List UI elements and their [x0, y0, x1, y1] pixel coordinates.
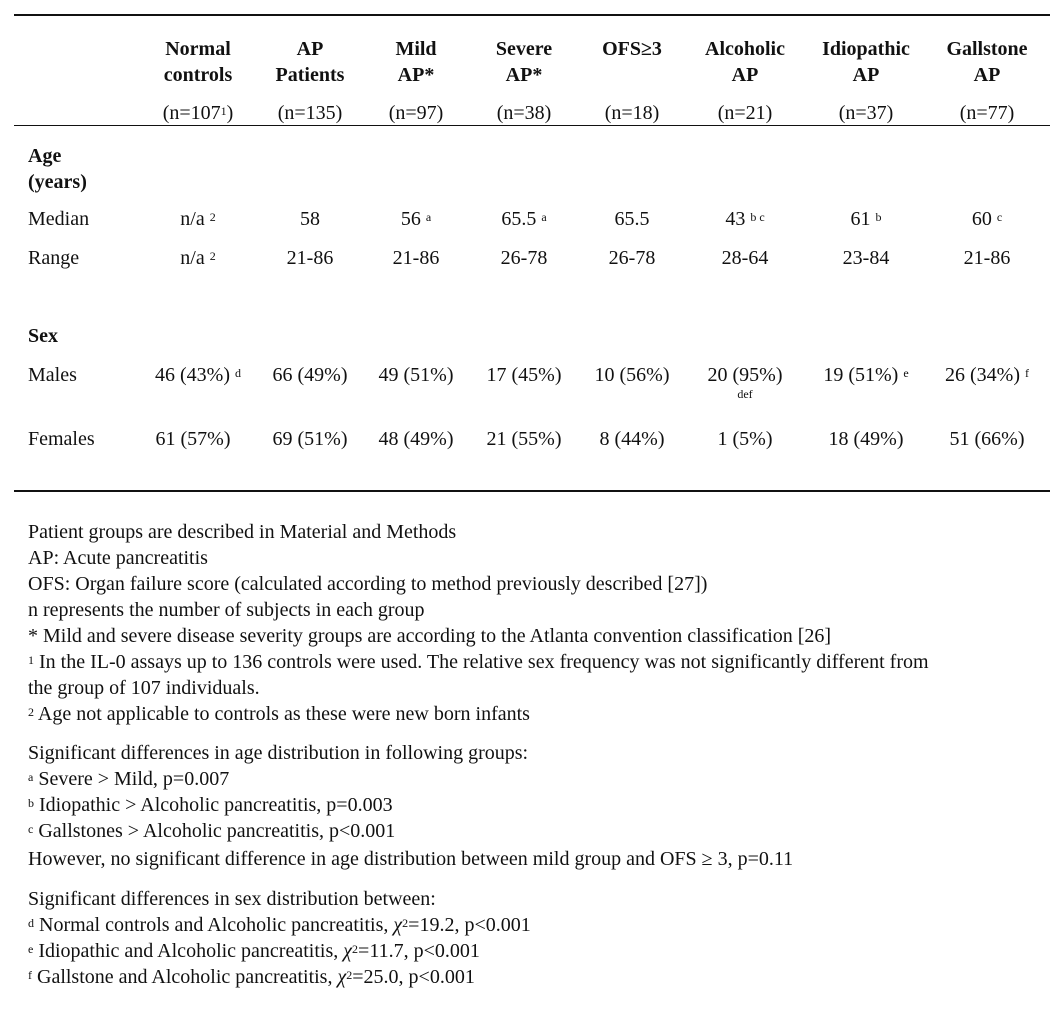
table-cell: 65.5 [614, 208, 650, 230]
age-section-title: Age [28, 145, 62, 167]
table-cell: 51 (66%) [949, 428, 1025, 450]
table-cell: 8 (44%) [599, 428, 665, 450]
table-cell: 20 (95%) [707, 364, 783, 386]
table-cell: 66 (49%) [272, 364, 348, 386]
median-row-label: Median [28, 208, 90, 230]
table-cell: 23-84 [842, 247, 890, 269]
table-cell: 19 (51%) $^e$ [823, 364, 909, 386]
table-cell: 48 (49%) [378, 428, 454, 450]
table-cell: 21-86 [963, 247, 1011, 269]
table-cell: 28-64 [721, 247, 769, 269]
table-cell: 10 (56%) [594, 364, 670, 386]
table-cell: 21-86 [392, 247, 440, 269]
sex-section-title: Sex [28, 325, 58, 347]
table-cell: 26-78 [500, 247, 548, 269]
table-cell: n/a $^2$ [180, 247, 216, 269]
table-cell: 60 $^c$ [971, 208, 1003, 230]
table-cell: 61 (57%) [155, 428, 231, 450]
table-cell: 21 (55%) [486, 428, 562, 450]
table-cell: 61 $^b$ [850, 208, 882, 230]
range-row-label: Range [28, 247, 80, 269]
table-cell: 1 (5%) [717, 428, 773, 450]
table-cell: 17 (45%) [486, 364, 562, 386]
table-cell: 26-78 [608, 247, 656, 269]
alcoholic-males-footnote-marks: def [737, 387, 753, 401]
age-section-subtitle: (years) [28, 171, 87, 193]
table-cell: 18 (49%) [828, 428, 904, 450]
males-row-label: Males [28, 364, 77, 386]
table-cell: 69 (51%) [272, 428, 348, 450]
top-rule [14, 14, 1050, 16]
table-cell: n/a $^2$ [180, 208, 216, 230]
table-cell: 26 (34%) $^f$ [945, 364, 1029, 386]
table-cell: 56 $^a$ [400, 208, 432, 230]
bottom-rule [14, 490, 1050, 492]
table-cell: 65.5 $^a$ [501, 208, 547, 230]
females-row-label: Females [28, 428, 95, 450]
table-cell: 43 $^{b c}$ [725, 208, 765, 230]
table-cell: 49 (51%) [378, 364, 454, 386]
table-cell: 21-86 [286, 247, 334, 269]
table-cell: 46 (43%) $^d$ [155, 364, 241, 386]
table-cell: 58 [300, 208, 320, 230]
